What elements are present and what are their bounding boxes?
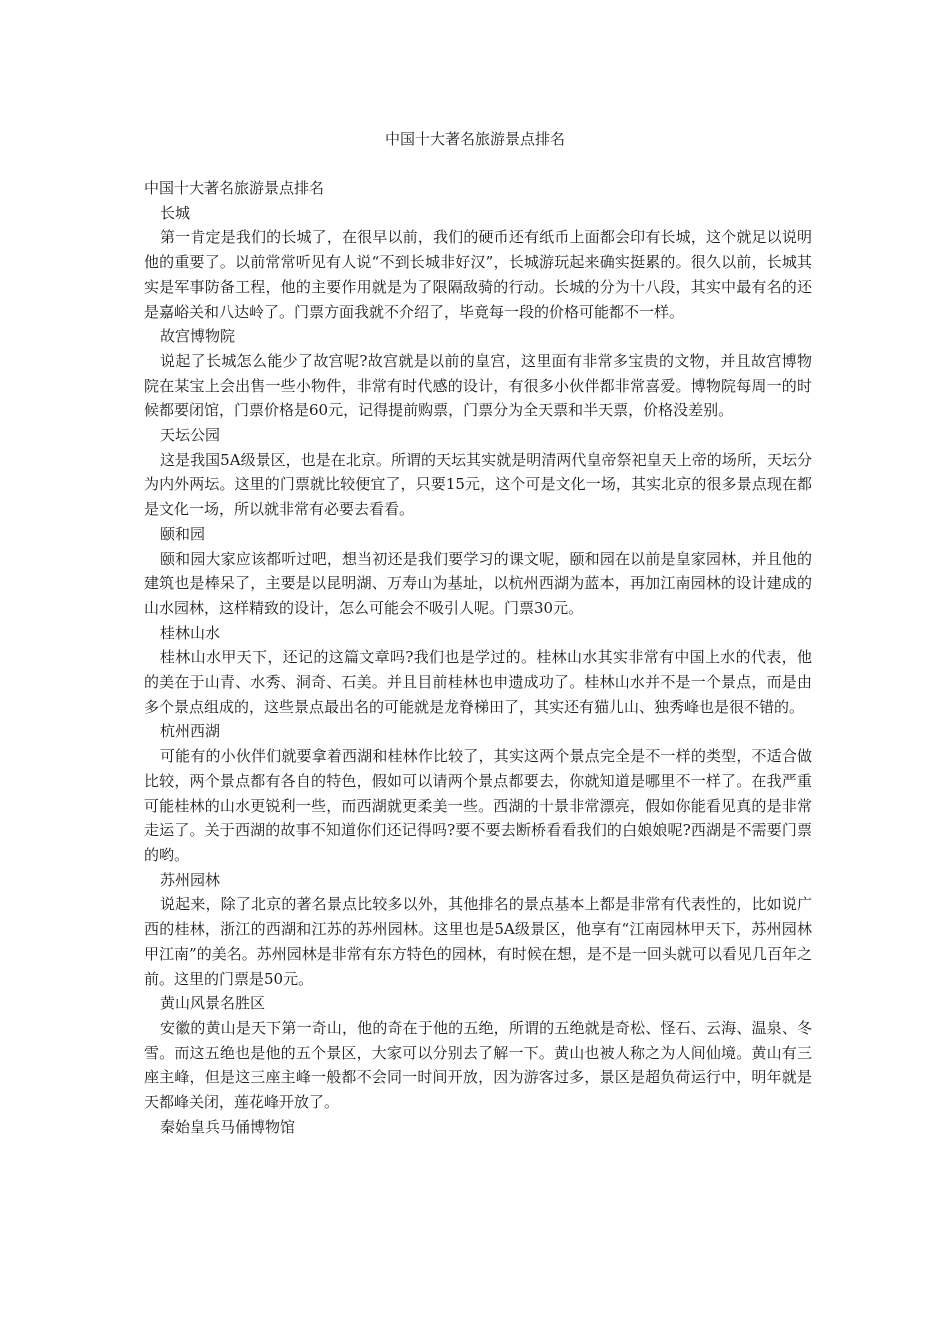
document-title: 中国十大著名旅游景点排名 — [384, 130, 565, 148]
section-body-huangshan: 安徽的黄山是天下第一奇山，他的奇在于他的五绝，所谓的五绝就是奇松、怪石、云海、温泉、冬雪。而这五绝也是他的五个景区，大家可以分别去了解一下。黄山也被人称之为人间仙境。黄山有三座主峰，但是这三座主峰一般都不会同一时间开放，因为游客过多，景区是超负荷运行中，明年就是天都峰关闭，莲花峰开放了。 — [144, 1018, 812, 1112]
section-body-great-wall: 第一肯定是我们的长城了，在很早以前，我们的硬币还有纸币上面都会印有长城，这个就足以说明他的重要了。以前常常听见有人说“不到长城非好汉”，长城游玩起来确实挺累的。很久以前，长城其实是军事防备工程，他的主要作用就是为了限隔敌骑的行动。长城的分为十八段，其实中最有名的还是嘉峪关和八达岭了。门票方面我就不介绍了，毕竟每一段的价格可能都不一样。 — [144, 228, 812, 321]
section-body-summer-palace: 颐和园大家应该都听过吧，想当初还是我们要学习的课文呢，颐和园在以前是皇家园林，并且他的建筑也是棒呆了，主要是以昆明湖、万寿山为基址，以杭州西湖为蓝本，再加江南园林的设计建成的山水园林，这样精致的设计，怎么可能会不吸引人呢。门票30元。 — [144, 549, 812, 617]
section-heading-summer-palace: 颐和园 — [160, 524, 206, 543]
section-heading-temple-of-heaven: 天坛公园 — [160, 426, 221, 445]
section-heading-suzhou-gardens: 苏州园林 — [160, 870, 221, 889]
document-subtitle: 中国十大著名旅游景点排名 — [144, 179, 325, 197]
section-body-guilin: 桂林山水甲天下，还记的这篇文章吗?我们也是学过的。桂林山水其实非常有中国上水的代表，他的美在于山青、水秀、洞奇、石美。并且目前桂林也申遗成功了。桂林山水并不是一个景点，而是由多个景点组成的，这些景点最出名的可能就是龙脊梯田了，其实还有猫儿山、独秀峰也是很不错的。 — [144, 648, 812, 716]
section-body-temple-of-heaven: 这是我国5A级景区，也是在北京。所谓的天坛其实就是明清两代皇帝祭祀皇天上帝的场所，天坛分为内外两坛。这里的门票就比较便宜了，只要15元，这个可是文化一场，其实北京的很多景点现在都是文化一场，所以就非常有必要去看看。 — [144, 450, 812, 519]
section-heading-guilin: 桂林山水 — [160, 623, 221, 642]
section-heading-great-wall: 长城 — [160, 203, 191, 222]
section-heading-huangshan: 黄山风景名胜区 — [160, 994, 266, 1013]
section-body-west-lake: 可能有的小伙伴们就要拿着西湖和桂林作比较了，其实这两个景点完全是不一样的类型，不适合做比较，两个景点都有各自的特色，假如可以请两个景点都要去，你就知道是哪里不一样了。在我严重可能桂林的山水更锐利一些，而西湖就更柔美一些。西湖的十景非常漂亮，假如你能看见真的是非常走运了。关于西湖的故事不知道你们还记得吗?要不要去断桥看看我们的白娘娘呢?西湖是不需要门票的哟。 — [144, 747, 812, 864]
section-heading-palace-museum: 故宫博物院 — [160, 327, 236, 346]
document-content — [144, 176, 812, 1139]
section-heading-terracotta-army: 秦始皇兵马俑博物馆 — [160, 1117, 296, 1136]
section-body-palace-museum: 说起了长城怎么能少了故宫呢?故宫就是以前的皇宫，这里面有非常多宝贵的文物，并且故宫博物院在某宝上会出售一些小物件，非常有时代感的设计，有很多小伙伴都非常喜爱。博物院每周一的时候都要闭馆，门票价格是60元，记得提前购票，门票分为全天票和半天票，价格没差别。 — [144, 351, 812, 420]
section-heading-west-lake: 杭州西湖 — [160, 722, 221, 741]
section-body-suzhou-gardens: 说起来，除了北京的著名景点比较多以外，其他排名的景点基本上都是非常有代表性的，比如说广西的桂林，浙江的西湖和江苏的苏州园林。这里也是5A级景区，他享有“江南园林甲天下，苏州园林甲江南”的美名。苏州园林是非常有东方特色的园林，有时候在想，是不是一回头就可以看见几百年之前。这里的门票是50元。 — [144, 895, 812, 988]
